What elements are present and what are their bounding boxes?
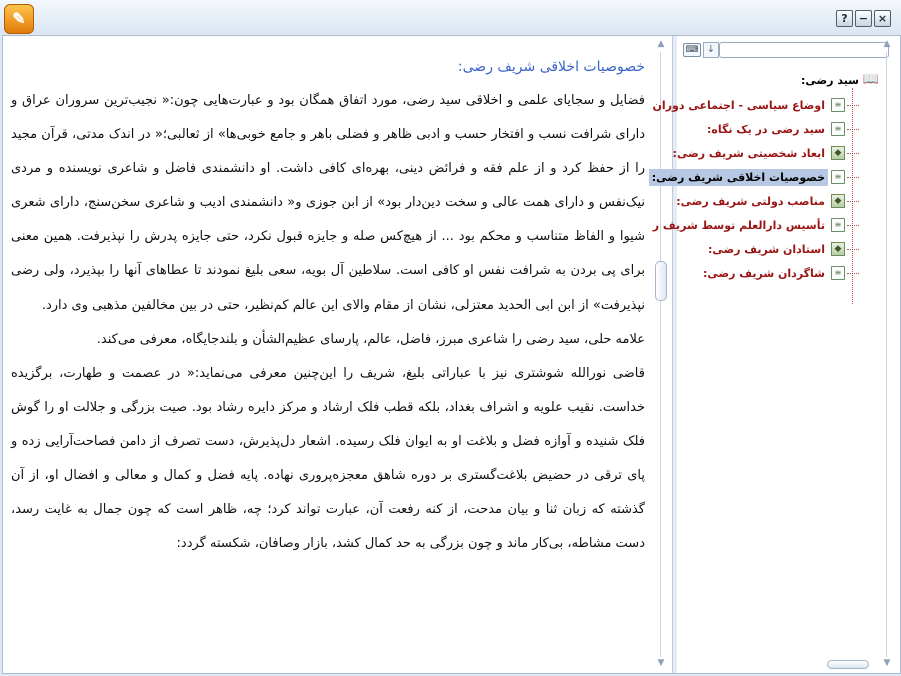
tree-item-dar-al-ilm[interactable] [650,214,879,236]
tree-item-label: اوضاع سیاسی - اجتماعی دوران [652,98,825,112]
tree-item-students[interactable] [700,262,879,284]
tree-item-label: استادان شریف رضی: [707,242,825,256]
tree-item-at-a-glance[interactable] [704,118,879,140]
tree-item-government-posts[interactable] [673,190,879,212]
scroll-down-arrow-icon[interactable]: ▼ [883,658,891,668]
book-icon: ◆ [831,146,845,160]
tree-root-label: سید رضی: [801,73,859,87]
main-content-pane [5,36,653,673]
document-icon: ≡ [831,266,845,280]
document-icon: ≡ [831,122,845,136]
scroll-track[interactable] [886,52,887,657]
tree-item-label: ابعاد شخصیتی شریف رضی: [672,146,825,160]
document-icon: ≡ [831,218,845,232]
article-paragraph: علامه حلی، سید رضی را شاعری مبرز، فاضل، عالم، پارسای عظیم‌الشأن و بلندجایگاه، معرفی می‌کند. [96,331,645,347]
sidebar [651,36,900,673]
tree-item-teachers[interactable] [705,238,879,260]
tree-item-political-social[interactable] [650,94,879,116]
article-paragraph: قاضی نورالله شوشتری نیز با عباراتی بلیغ، شریف را این‌چنین معرفی می‌نماید:« در عصمت و طهارت، برگزیده خداست. نقیب علویه و اشراف بغداد، بلکه قطب فلک ارشاد و مرکز دایره رشاد بود. صیت بزرگی و جلالت او را گوش فلک شنیده و آوازه فضل و بلاغت او به ایوان فلک رسیده. اشعار دل‌پذیرش، دست تصرف از دامن فصاحت‌آرایی زده و پای ترقی در حضیض بلاغت‌گستری بر دوره شاهق معجزه‌پروری نهاده. پایه فضل و کمال و معالی و افضال او، از آن گذشته که زبان ثنا و بیان مدحت، از کنه رفعت آن، عبارت تواند کرد؛ چه، ظاهر است که چون جمال به غایت رسد، دست مشاطه، بی‌کار ماند و چون بزرگی به حد کمال کشد، بازار وصافان، شکسته گردد: [11,365,645,552]
window-frame [2,35,901,674]
tree-item-personality[interactable] [670,142,879,164]
book-icon: ◆ [831,242,845,256]
tree-root[interactable] [798,70,879,90]
main-vertical-scrollbar[interactable] [654,36,668,673]
search-input[interactable] [719,42,889,58]
document-icon: ≡ [831,98,845,112]
minimize-button[interactable]: − [855,10,872,27]
close-button[interactable]: × [874,10,891,27]
help-button[interactable]: ? [836,10,853,27]
tree-item-label: تأسیس دارالعلم توسط شریف ر [652,218,825,232]
tree-item-label: خصوصیات اخلاقی شریف رضی: [649,169,828,186]
scroll-thumb[interactable] [655,261,667,301]
search-arrow-icon[interactable]: ↓ [703,42,719,58]
app-logo-icon[interactable]: ✎ [4,4,34,34]
document-icon: ≡ [831,170,845,184]
scroll-up-arrow-icon[interactable]: ▲ [883,39,891,49]
scroll-down-arrow-icon[interactable]: ▼ [657,658,665,668]
tree-item-label: سید رضی در یک نگاه: [707,122,825,136]
sidebar-vertical-scrollbar[interactable] [880,36,894,673]
tree-item-label: مناصب دولتی شریف رضی: [676,194,825,208]
article-heading: خصوصیات اخلاقی شریف رضی: [457,59,645,75]
tree-item-moral-traits[interactable] [649,166,879,188]
tree-item-label: شاگردان شریف رضی: [702,266,825,280]
scroll-up-arrow-icon[interactable]: ▲ [657,39,665,49]
book-icon: ◆ [831,194,845,208]
sidebar-horizontal-scroll-thumb[interactable] [827,660,869,669]
keyboard-icon[interactable]: ⌨ [683,43,701,57]
article-paragraph: فضایل و سجایای علمی و اخلاقی سید رضی، مورد اتفاق همگان بود و عبارت‌هایی چون:« نجیب‌ترین سروران عراق و دارای شرافت نسب و افتخار حسب و ادبی ظاهر و فضلی باهر و جامع خوبی‌ها» از ثعالبی؛« در اندک مدتی، قرآن مجید را از حفظ کرد و از علم فقه و فرائض دینی، بهره‌ای کافی داشت. او دانشمندی فاضل و شاعری نویسنده و مردی نیک‌نفس و دارای همت عالی و سخت دین‌دار بود» از ابن جوزی و« دانشمندی ادیب و شاعری سخن‌سنج، دارای شعری شیوا و الفاظ متناسب و محکم بود ... از هیچ‌کس صله و جایزه قبول نکرد، حتی جایزه پدرش را نپذیرفت. همین معنی برای پی بردن به شرافت نفس او کافی است. سلاطین آل بویه، سعی بلیغ نمودند تا عطاهای آنها را بپذیرد، ولی رضی نپذیرفت» از ابن ابی الحدید معتزلی، نشان از مقام والای این عالم کم‌نظیر، حتی در بین مخالفین مذهبی وی دارد. [11,93,645,313]
title-bar [0,0,901,34]
book-open-icon: 📖 [862,72,879,87]
article-text [5,36,653,561]
scroll-track[interactable] [660,52,661,657]
